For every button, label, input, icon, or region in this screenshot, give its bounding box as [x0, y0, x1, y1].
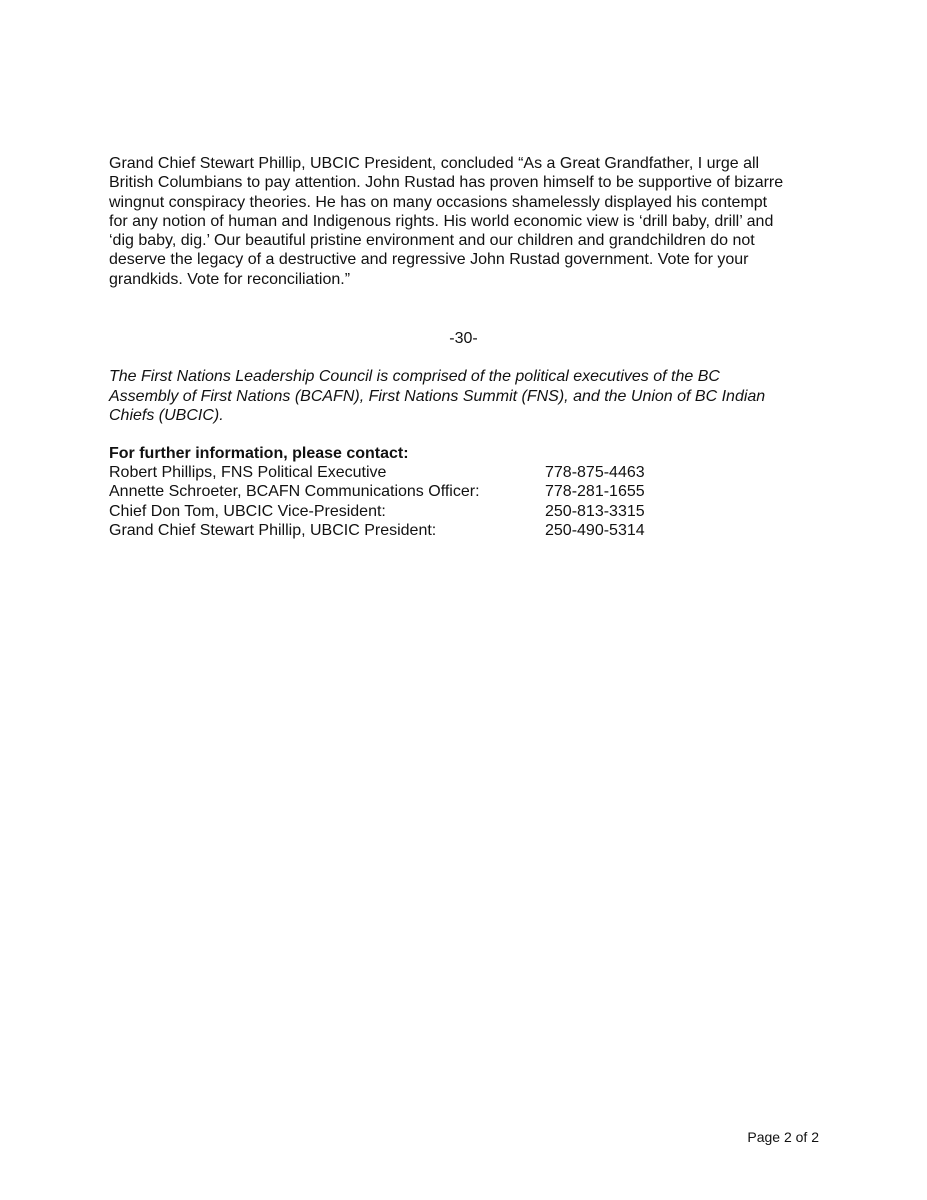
blurb-line: Chiefs (UBCIC).: [109, 407, 224, 424]
contact-name: Annette Schroeter, BCAFN Communications Officer:: [109, 483, 480, 501]
paragraph-line: ‘dig baby, dig.’ Our beautiful pristine environment and our children and grandchildren do not: [109, 232, 755, 250]
contact-phone: 250-813-3315: [545, 502, 645, 520]
contact-row: [109, 502, 709, 521]
contact-phone: 778-281-1655: [545, 483, 645, 501]
about-flnc-blurb: [109, 367, 829, 426]
blurb-line: Assembly of First Nations (BCAFN), First Nations Summit (FNS), and the Union of BC Indian: [109, 387, 766, 405]
page-number: Page 2 of 2: [747, 1129, 819, 1145]
contact-row: [109, 463, 709, 482]
contact-phone: 778-875-4463: [545, 464, 645, 481]
blurb-line: The First Nations Leadership Council is comprised of the political executives of the BC: [109, 368, 720, 385]
paragraph-line: British Columbians to pay attention. John Rustad has proven himself to be supportive of bizarre: [109, 174, 784, 192]
contact-name: Robert Phillips, FNS Political Executive: [109, 464, 387, 481]
paragraph-line: deserve the legacy of a destructive and regressive John Rustad government. Vote for your: [109, 251, 749, 269]
paragraph-line: wingnut conspiracy theories. He has on many occasions shamelessly displayed his contempt: [109, 193, 768, 211]
contact-phone: 250-490-5314: [545, 521, 645, 539]
end-of-release-mark: -30-: [449, 330, 478, 347]
contact-heading: For further information, please contact:: [109, 445, 409, 462]
contact-list: [109, 463, 709, 540]
paragraph-line: for any notion of human and Indigenous rights. His world economic view is ‘drill baby, drill’ and: [109, 212, 774, 230]
paragraph-line: grandkids. Vote for reconciliation.”: [109, 270, 351, 288]
contact-row: [109, 482, 709, 501]
quote-paragraph: [109, 154, 819, 289]
paragraph-line: Grand Chief Stewart Phillip, UBCIC President, concluded “As a Great Grandfather, I urge all: [109, 155, 760, 172]
contact-row: [109, 521, 709, 540]
contact-name: Chief Don Tom, UBCIC Vice-President:: [109, 502, 386, 520]
contact-name: Grand Chief Stewart Phillip, UBCIC President:: [109, 521, 437, 539]
